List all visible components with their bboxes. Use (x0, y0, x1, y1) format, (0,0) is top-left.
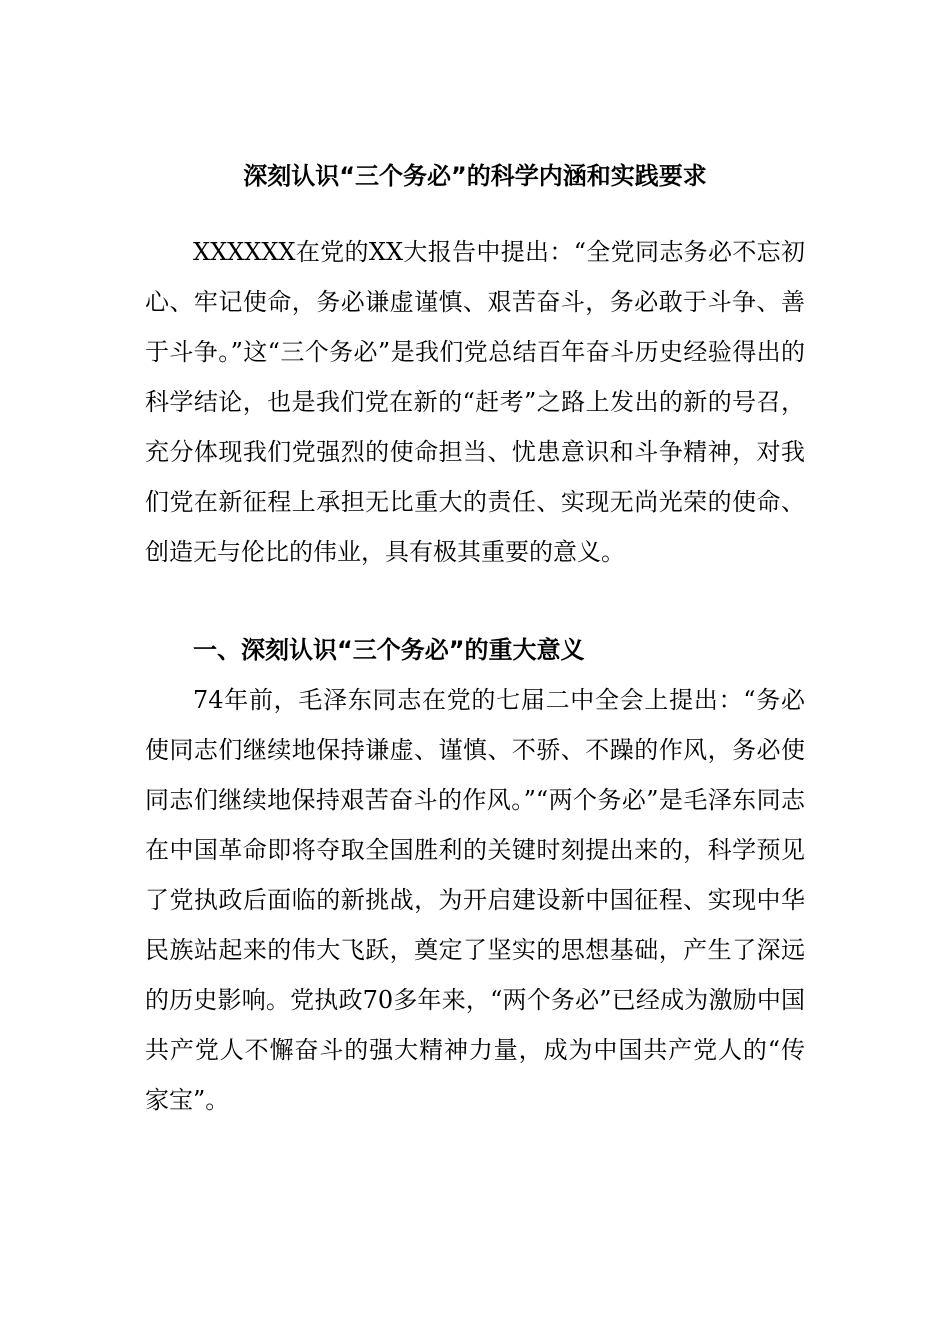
document-title: 深刻认识“三个务必”的科学内涵和实践要求 (243, 162, 707, 190)
intro-paragraph: XXXXXX在党的XX大报告中提出：“全党同志务必不忘初心、牢记使命，务必谦虚谨慎、艰苦奋斗，务必敢于斗争、善于斗争。”这“三个务必”是我们党总结百年奋斗历史经验得出的科学结论，也是我们党在新的“赶考”之路上发出的新的号召，充分体现我们党强烈的使命担当、忧患意识和斗争精神，对我们党在新征程上承担无比重大的责任、实现无尚光荣的使命、创造无与伦比的伟业，具有极其重要的意义。 (145, 238, 805, 566)
body-paragraph: 74年前，毛泽东同志在党的七届二中全会上提出：“务必使同志们继续地保持谦虚、谨慎、不骄、不躁的作风，务必使同志们继续地保持艰苦奋斗的作风。”“两个务必”是毛泽东同志在中国革命即将夺取全国胜利的关键时刻提出来的，科学预见了党执政后面临的新挑战，为开启建设新中国征程、实现中华民族站起来的伟大飞跃，奠定了坚实的思想基础，产生了深远的历史影响。党执政70多年来，“两个务必”已经成为激励中国共产党人不懈奋斗的强大精神力量，成为中国共产党人的“传家宝”。 (145, 686, 805, 1114)
section-heading: 一、深刻认识“三个务必”的重大意义 (193, 636, 585, 664)
